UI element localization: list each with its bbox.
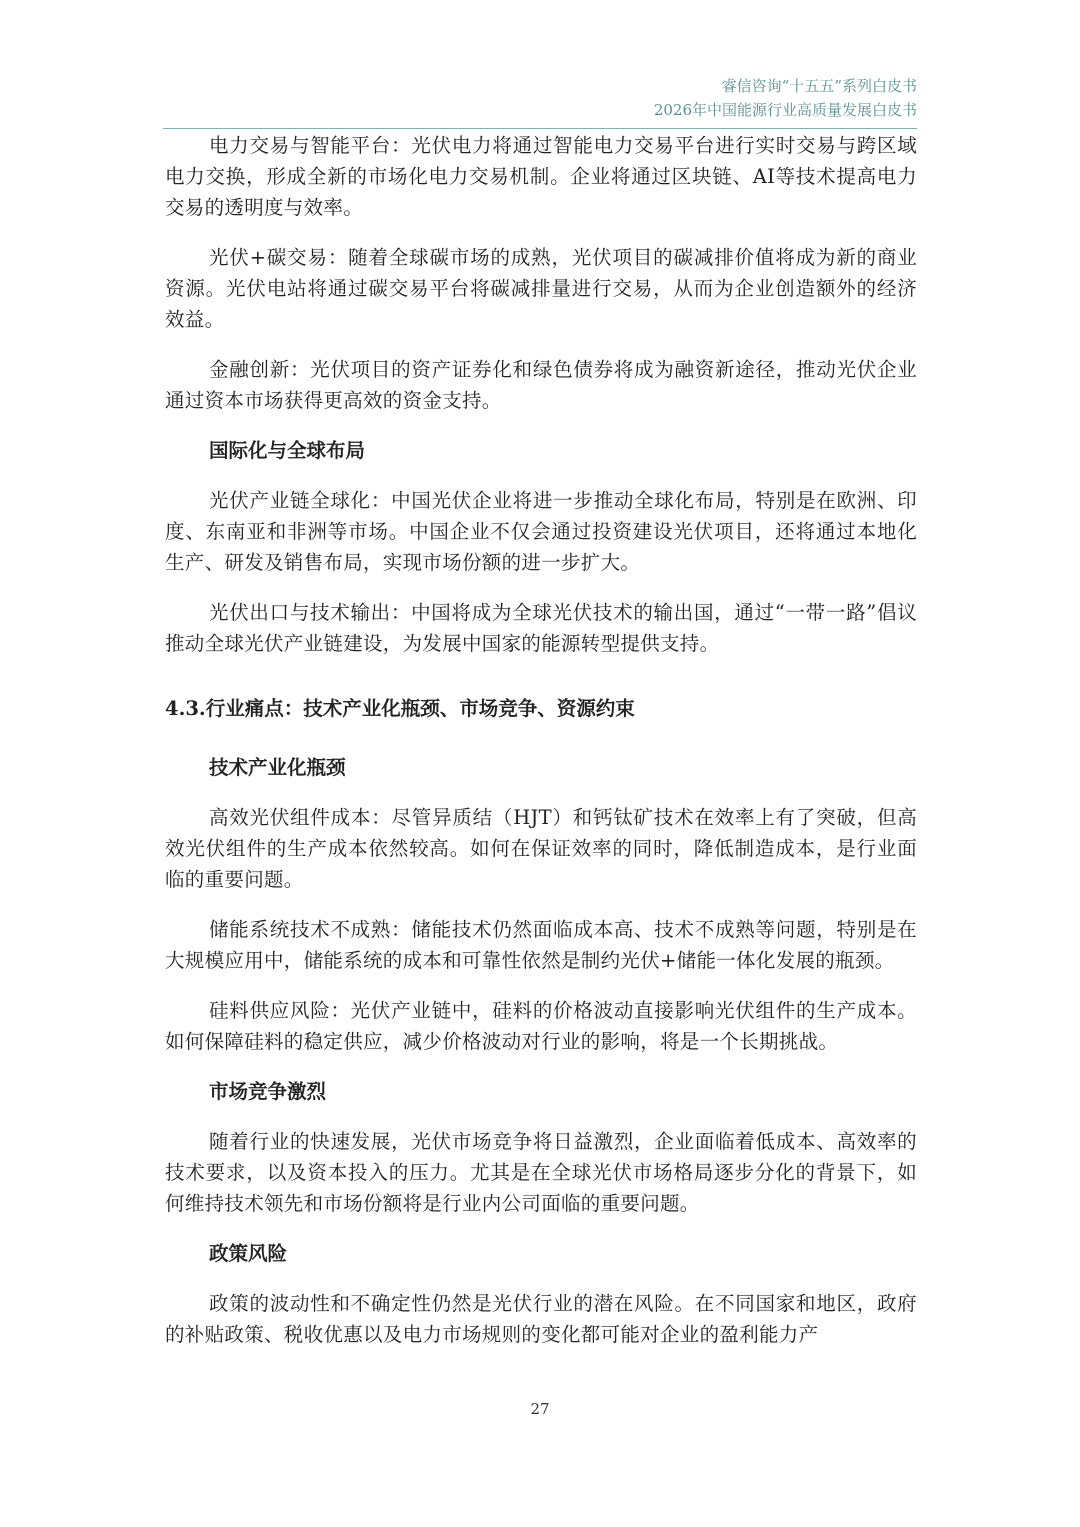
section-heading-4-3: 4.3.行业痛点：技术产业化瓶颈、市场竞争、资源约束: [165, 697, 635, 720]
page-body: [165, 130, 917, 1350]
page-number: 27: [530, 1400, 550, 1418]
subheading-policy-risk: 政策风险: [209, 1242, 288, 1265]
paragraph-export-tech: 光伏出口与技术输出：中国将成为全球光伏技术的输出国，通过“一带一路”倡议推动全球光伏产业链建设，为发展中国家的能源转型提供支持。: [165, 601, 917, 655]
subheading-tech-bottleneck: 技术产业化瓶颈: [209, 756, 346, 779]
paragraph-storage-tech: 储能系统技术不成熟：储能技术仍然面临成本高、技术不成熟等问题，特别是在大规模应用中，储能系统的成本和可靠性依然是制约光伏+储能一体化发展的瓶颈。: [165, 918, 917, 972]
subheading-market-competition: 市场竞争激烈: [209, 1080, 327, 1103]
paragraph-silicon-supply: 硅料供应风险：光伏产业链中，硅料的价格波动直接影响光伏组件的生产成本。如何保障硅料的稳定供应，减少价格波动对行业的影响，将是一个长期挑战。: [165, 999, 917, 1053]
paragraph-policy-risk: 政策的波动性和不确定性仍然是光伏行业的潜在风险。在不同国家和地区，政府的补贴政策、税收优惠以及电力市场规则的变化都可能对企业的盈利能力产: [165, 1292, 917, 1346]
paragraph-power-trading: 电力交易与智能平台：光伏电力将通过智能电力交易平台进行实时交易与跨区域电力交换，形成全新的市场化电力交易机制。企业将通过区块链、AI等技术提高电力交易的透明度与效率。: [165, 134, 917, 219]
paragraph-module-cost: 高效光伏组件成本：尽管异质结（HJT）和钙钛矿技术在效率上有了突破，但高效光伏组件的生产成本依然较高。如何在保证效率的同时，降低制造成本，是行业面临的重要问题。: [165, 806, 917, 891]
paragraph-market-competition: 随着行业的快速发展，光伏市场竞争将日益激烈，企业面临着低成本、高效率的技术要求，以及资本投入的压力。尤其是在全球光伏市场格局逐步分化的背景下，如何维持技术领先和市场份额将是行业内公司面临的重要问题。: [165, 1130, 917, 1215]
page-header: [654, 74, 917, 122]
paragraph-supply-chain-globalization: 光伏产业链全球化：中国光伏企业将进一步推动全球化布局，特别是在欧洲、印度、东南亚和非洲等市场。中国企业不仅会通过投资建设光伏项目，还将通过本地化生产、研发及销售布局，实现市场份额的进一步扩大。: [165, 489, 917, 574]
header-divider: [163, 128, 917, 129]
paragraph-carbon-trading: 光伏+碳交易：随着全球碳市场的成熟，光伏项目的碳减排价值将成为新的商业资源。光伏电站将通过碳交易平台将碳减排量进行交易，从而为企业创造额外的经济效益。: [165, 246, 917, 331]
header-report-title: 2026年中国能源行业高质量发展白皮书: [653, 101, 917, 119]
header-series-title: 睿信咨询“十五五”系列白皮书: [721, 77, 917, 95]
subheading-globalization: 国际化与全球布局: [209, 439, 366, 462]
paragraph-finance-innovation: 金融创新：光伏项目的资产证券化和绿色债券将成为融资新途径，推动光伏企业通过资本市场获得更高效的资金支持。: [165, 358, 917, 412]
